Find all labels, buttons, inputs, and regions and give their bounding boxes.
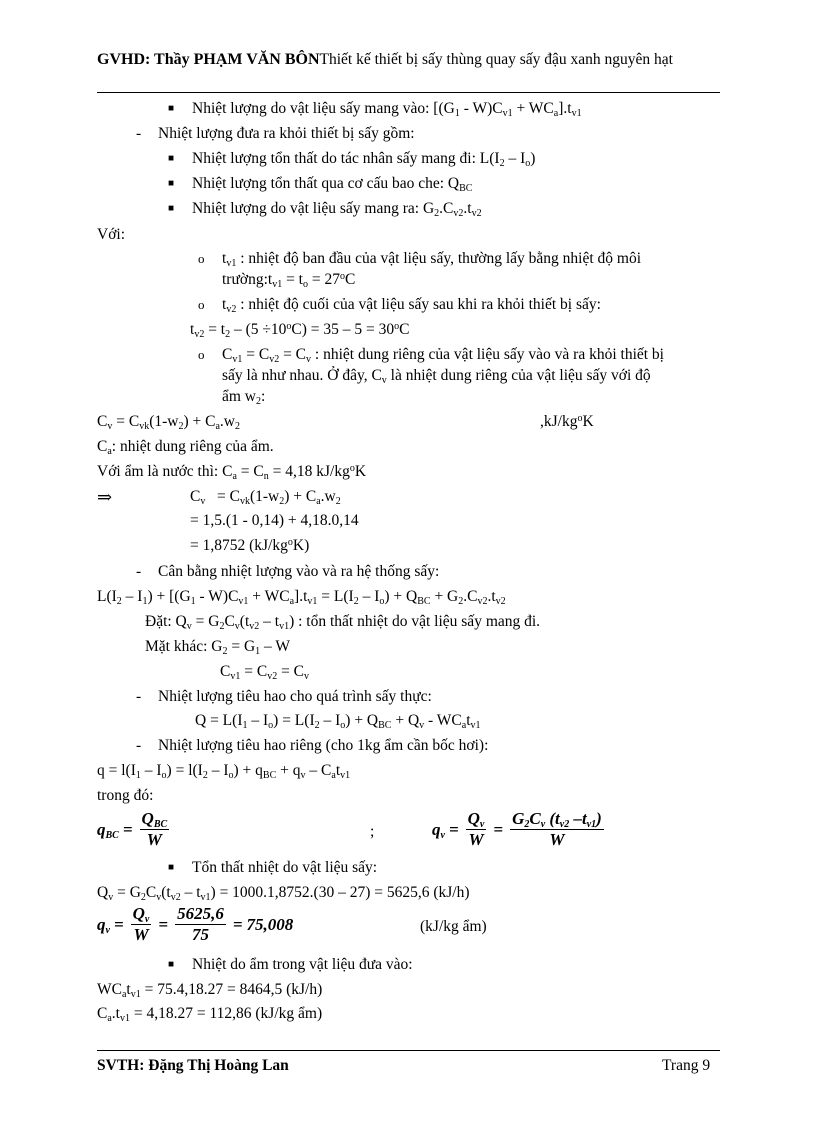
text-line: ẩm $w_2$: (222, 388, 266, 407)
text-line: Nhiệt lượng tiêu hao riêng (cho 1kg ẩm cần bốc hơi): (158, 737, 489, 754)
text-line: Tổn thất nhiệt do vật liệu sấy: (192, 859, 378, 876)
text-line: = 1,5.(1 - 0,14) + 4,18.0,14 (190, 512, 359, 529)
text-line: $trường:t_{v1} = t_o = 27^oC$ (222, 271, 356, 290)
text-line: $q = l(I_1 - I_o) = l(I_2 - I_o) + q_{BC} + q_v - C_at_{v1}$ (97, 762, 351, 781)
formula-qv: $q_v$ = $\frac{Q_v}{W}$ = $\frac{G_2C_v (t_{v2} -t_{v1})}{W}$ (432, 809, 602, 849)
text-line: $C_a$: nhiệt dung riêng của ẩm. (97, 438, 274, 457)
text-line: $Q_v = G_2C_v(t_{v2} - t_{v1}) = 1000.1,8752.(30 - 27) = 5625,6$ (kJ/h) (97, 884, 470, 903)
formula-qbc: $q_{BC}$ = $\frac{Q_{BC}}{W}$ (97, 809, 168, 849)
circle-bullet-icon: o (198, 297, 205, 312)
text-line: trong đó: (97, 787, 154, 804)
arrow-icon: ⇒ (97, 487, 113, 507)
text-line: $C_v = C_{vk}(1-w_2) + C_a.w_2$ (97, 413, 240, 432)
text-line: Nhiệt lượng tiêu hao cho quá trình sấy thực: (158, 688, 432, 705)
dash-marker: - (136, 125, 142, 142)
bullet-icon: ■ (168, 178, 175, 189)
text-line: sấy là như nhau. Ở đây, $C_v$ là nhiệt dung riêng của vật liệu sấy với độ (222, 367, 651, 386)
dash-marker: - (136, 563, 142, 580)
page-number: Trang 9 (662, 1057, 711, 1074)
text-line: Với: (97, 226, 126, 243)
text-line: Nhiệt lượng tổn thất do tác nhân sấy mang đi: $L(I_2 - I_o)$ (192, 150, 536, 169)
text-line: $t_{v2} = t_2 - (5 \div 10^oC) = 35 - 5 = 30^oC$ (190, 321, 410, 340)
text-line: Nhiệt lượng do vật liệu sấy mang vào: $[(G_1 - W)C_{v1} + WC_a].t_{v1}$ (192, 100, 582, 119)
text-line: $,kJ/kg^oK$ (540, 413, 594, 430)
text-line: $t_{v1}$ : nhiệt độ ban đầu của vật liệu sấy, thường lấy bằng nhiệt độ môi (222, 250, 642, 269)
footer-svth: SVTH: Đặng Thị Hoàng Lan (97, 1057, 289, 1074)
formula-qv-value: $q_v$ = $\frac{Q_v}{W}$ = $\frac{5625,6}{75}$ = 75,008 (97, 904, 294, 944)
text-line: Cân bằng nhiệt lượng vào và ra hệ thống sấy: (158, 563, 440, 580)
text-line: Mặt khác: $G_2 = G_1 - W$ (145, 638, 291, 657)
text-line: $C_a.t_{v1} = 4,18.27 = 112,86$ (kJ/kg ẩm) (97, 1005, 323, 1024)
page-header (97, 49, 721, 70)
text-line: Đặt: $Q_v = G_2C_v(t_{v2} - t_{v1})$ : tổn thất nhiệt do vật liệu sấy mang đi. (145, 613, 541, 632)
bullet-icon: ■ (168, 153, 175, 164)
text-line: $WC_at_{v1} = 75.4,18.27 = 8464,5$ (kJ/h) (97, 981, 323, 1000)
circle-bullet-icon: o (198, 251, 205, 266)
header-gvhd: GVHD: Thầy PHẠM VĂN BÔN (97, 51, 320, 68)
text-line: = 1,8752 $(kJ/kg^oK)$ (190, 537, 310, 554)
bullet-icon: ■ (168, 862, 175, 873)
text-line: $C_v = C_{vk}(1-w_2) + C_a.w_2$ (190, 488, 341, 507)
footer-rule (97, 1050, 720, 1051)
header-rule (97, 92, 720, 93)
text-line: $C_{v1} = C_{v2} = C_v$ (220, 663, 310, 682)
text-line: Nhiệt lượng do vật liệu sấy mang ra: $G_2.C_{v2}.t_{v2}$ (192, 200, 482, 219)
bullet-icon: ■ (168, 203, 175, 214)
text-line: $L(I_2 - I_1) + [(G_1 - W)C_{v1} + WC_a].t_{v1} = L(I_2 - I_o) + Q_{BC} + G_2.C_{v2}.t_{v2}$ (97, 588, 506, 607)
text-line: ; (370, 823, 375, 840)
text-line: $C_{v1} = C_{v2} = C_v$ : nhiệt dung riêng của vật liệu sấy vào và ra khỏi thiết bị (222, 346, 664, 365)
bullet-icon: ■ (168, 103, 175, 114)
dash-marker: - (136, 688, 142, 705)
text-line: $t_{v2}$ : nhiệt độ cuối của vật liệu sấy sau khi ra khỏi thiết bị sấy: (222, 296, 601, 315)
text-line: (kJ/kg ẩm) (420, 918, 487, 935)
text-line: Nhiệt lượng đưa ra khỏi thiết bị sấy gồm: (158, 125, 415, 142)
header-title: Thiết kế thiết bị sấy thùng quay sấy đậu xanh nguyên hạt (319, 51, 673, 68)
text-line: Nhiệt lượng tổn thất qua cơ cấu bao che: $Q_{BC}$ (192, 175, 473, 194)
dash-marker: - (136, 737, 142, 754)
bullet-icon: ■ (168, 959, 175, 970)
text-line: $Q = L(I_1 - I_o) = L(I_2 - I_o) + Q_{BC} + Q_v - WC_at_{v1}$ (195, 712, 481, 731)
circle-bullet-icon: o (198, 347, 205, 362)
text-line: Với ẩm là nước thì: $C_a = C_n = 4,18$ $kJ/kg^oK$ (97, 463, 367, 482)
text-line: Nhiệt do ẩm trong vật liệu đưa vào: (192, 956, 413, 973)
